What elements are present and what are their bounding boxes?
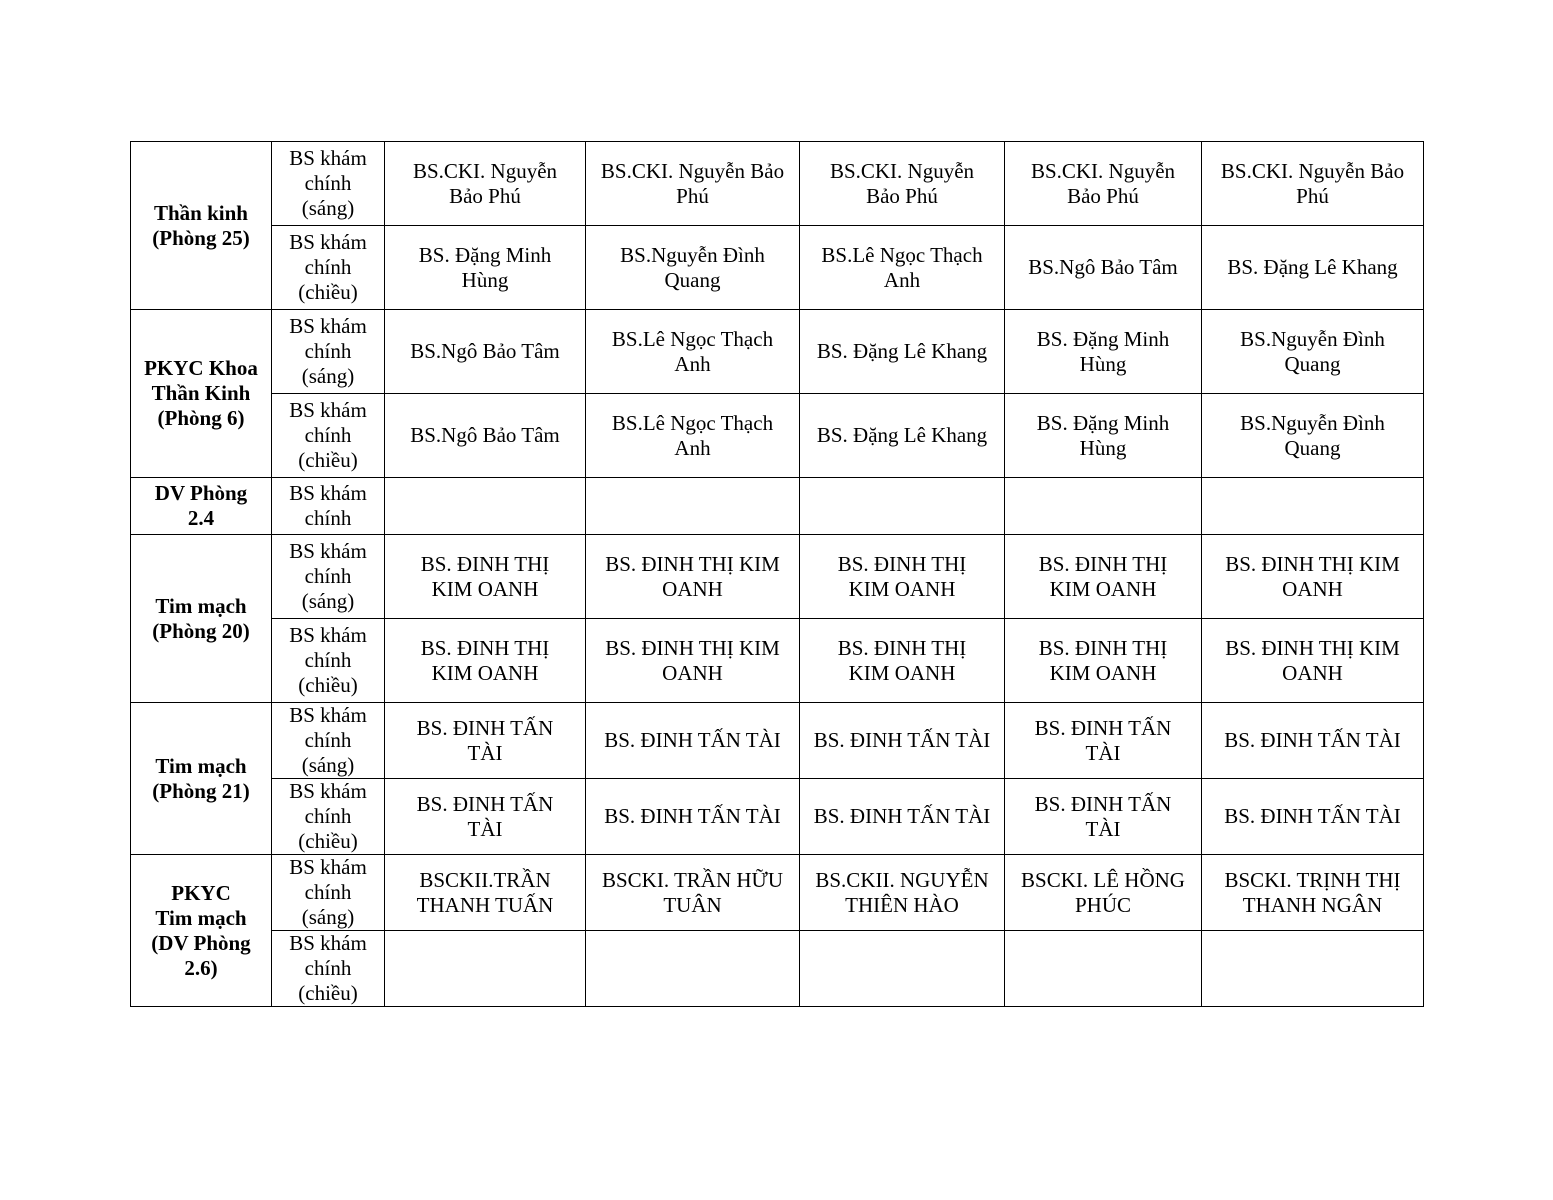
doctor-cell: BS. ĐINH THỊ KIM OANH — [1202, 535, 1424, 619]
doctor-cell — [586, 478, 800, 535]
session-cell: BS khám chính (sáng) — [272, 142, 385, 226]
doctor-cell: BS. ĐINH THỊ KIM OANH — [385, 535, 586, 619]
schedule-table — [130, 141, 1424, 1007]
department-cell: DV Phòng 2.4 — [131, 478, 272, 535]
doctor-cell: BS.CKI. Nguyễn Bảo Phú — [385, 142, 586, 226]
doctor-cell: BS.Ngô Bảo Tâm — [385, 394, 586, 478]
doctor-cell: BS. ĐINH TẤN TÀI — [1202, 779, 1424, 855]
table-row — [131, 931, 1424, 1007]
doctor-cell: BS.Lê Ngọc Thạch Anh — [586, 394, 800, 478]
session-cell: BS khám chính (chiều) — [272, 226, 385, 310]
session-cell: BS khám chính (chiều) — [272, 931, 385, 1007]
doctor-cell: BS. ĐINH TẤN TÀI — [1005, 779, 1202, 855]
doctor-cell: BS. ĐINH TẤN TÀI — [586, 703, 800, 779]
doctor-cell: BS. Đặng Minh Hùng — [1005, 310, 1202, 394]
session-cell: BS khám chính (chiều) — [272, 394, 385, 478]
doctor-cell — [385, 931, 586, 1007]
session-cell: BS khám chính (sáng) — [272, 703, 385, 779]
doctor-cell: BS. ĐINH TẤN TÀI — [1005, 703, 1202, 779]
doctor-cell: BS.Lê Ngọc Thạch Anh — [800, 226, 1005, 310]
doctor-cell: BS. Đặng Lê Khang — [800, 394, 1005, 478]
table-row — [131, 779, 1424, 855]
session-cell: BS khám chính (sáng) — [272, 310, 385, 394]
table-row — [131, 226, 1424, 310]
table-row — [131, 394, 1424, 478]
doctor-cell: BSCKI. TRẦN HỮU TUÂN — [586, 855, 800, 931]
doctor-cell — [1005, 478, 1202, 535]
department-cell: Thần kinh (Phòng 25) — [131, 142, 272, 310]
department-cell: PKYC Khoa Thần Kinh (Phòng 6) — [131, 310, 272, 478]
doctor-cell: BS.Nguyễn Đình Quang — [586, 226, 800, 310]
doctor-cell: BS. ĐINH THỊ KIM OANH — [800, 535, 1005, 619]
doctor-cell: BS. ĐINH THỊ KIM OANH — [586, 535, 800, 619]
doctor-cell: BS. ĐINH THỊ KIM OANH — [1005, 619, 1202, 703]
session-cell: BS khám chính — [272, 478, 385, 535]
session-cell: BS khám chính (sáng) — [272, 535, 385, 619]
doctor-cell: BS. ĐINH TẤN TÀI — [385, 779, 586, 855]
table-row — [131, 619, 1424, 703]
table-row — [131, 310, 1424, 394]
doctor-cell: BS. ĐINH TẤN TÀI — [800, 703, 1005, 779]
doctor-cell — [800, 931, 1005, 1007]
doctor-cell — [385, 478, 586, 535]
doctor-cell: BSCKII.TRẦN THANH TUẤN — [385, 855, 586, 931]
doctor-cell: BS.Lê Ngọc Thạch Anh — [586, 310, 800, 394]
doctor-cell: BS. Đặng Lê Khang — [800, 310, 1005, 394]
doctor-cell: BSCKI. TRỊNH THỊ THANH NGÂN — [1202, 855, 1424, 931]
doctor-cell: BS. Đặng Lê Khang — [1202, 226, 1424, 310]
doctor-cell: BS. ĐINH TẤN TÀI — [800, 779, 1005, 855]
doctor-cell: BS.CKI. Nguyễn Bảo Phú — [1202, 142, 1424, 226]
doctor-cell: BS.Nguyễn Đình Quang — [1202, 394, 1424, 478]
doctor-cell: BS. Đặng Minh Hùng — [385, 226, 586, 310]
doctor-cell: BS.Nguyễn Đình Quang — [1202, 310, 1424, 394]
department-cell: Tim mạch (Phòng 20) — [131, 535, 272, 703]
department-cell: Tim mạch (Phòng 21) — [131, 703, 272, 855]
doctor-cell: BS.CKI. Nguyễn Bảo Phú — [800, 142, 1005, 226]
table-row — [131, 703, 1424, 779]
table-row — [131, 535, 1424, 619]
doctor-cell: BS.CKI. Nguyễn Bảo Phú — [586, 142, 800, 226]
doctor-cell: BS. Đặng Minh Hùng — [1005, 394, 1202, 478]
session-cell: BS khám chính (sáng) — [272, 855, 385, 931]
doctor-cell: BS. ĐINH THỊ KIM OANH — [586, 619, 800, 703]
table-row — [131, 855, 1424, 931]
doctor-cell: BS. ĐINH TẤN TÀI — [1202, 703, 1424, 779]
doctor-cell: BS. ĐINH THỊ KIM OANH — [1005, 535, 1202, 619]
doctor-cell — [586, 931, 800, 1007]
department-cell: PKYC Tim mạch (DV Phòng 2.6) — [131, 855, 272, 1007]
doctor-cell: BS. ĐINH THỊ KIM OANH — [385, 619, 586, 703]
doctor-cell — [800, 478, 1005, 535]
doctor-cell — [1005, 931, 1202, 1007]
doctor-cell: BS.Ngô Bảo Tâm — [385, 310, 586, 394]
table-row — [131, 478, 1424, 535]
doctor-cell — [1202, 931, 1424, 1007]
doctor-cell: BS. ĐINH TẤN TÀI — [586, 779, 800, 855]
doctor-cell: BS. ĐINH THỊ KIM OANH — [800, 619, 1005, 703]
doctor-cell: BS. ĐINH THỊ KIM OANH — [1202, 619, 1424, 703]
doctor-cell: BS. ĐINH TẤN TÀI — [385, 703, 586, 779]
session-cell: BS khám chính (chiều) — [272, 779, 385, 855]
doctor-cell: BS.CKII. NGUYỄN THIÊN HÀO — [800, 855, 1005, 931]
doctor-cell — [1202, 478, 1424, 535]
session-cell: BS khám chính (chiều) — [272, 619, 385, 703]
doctor-cell: BS.CKI. Nguyễn Bảo Phú — [1005, 142, 1202, 226]
table-row — [131, 142, 1424, 226]
doctor-cell: BS.Ngô Bảo Tâm — [1005, 226, 1202, 310]
doctor-cell: BSCKI. LÊ HỒNG PHÚC — [1005, 855, 1202, 931]
